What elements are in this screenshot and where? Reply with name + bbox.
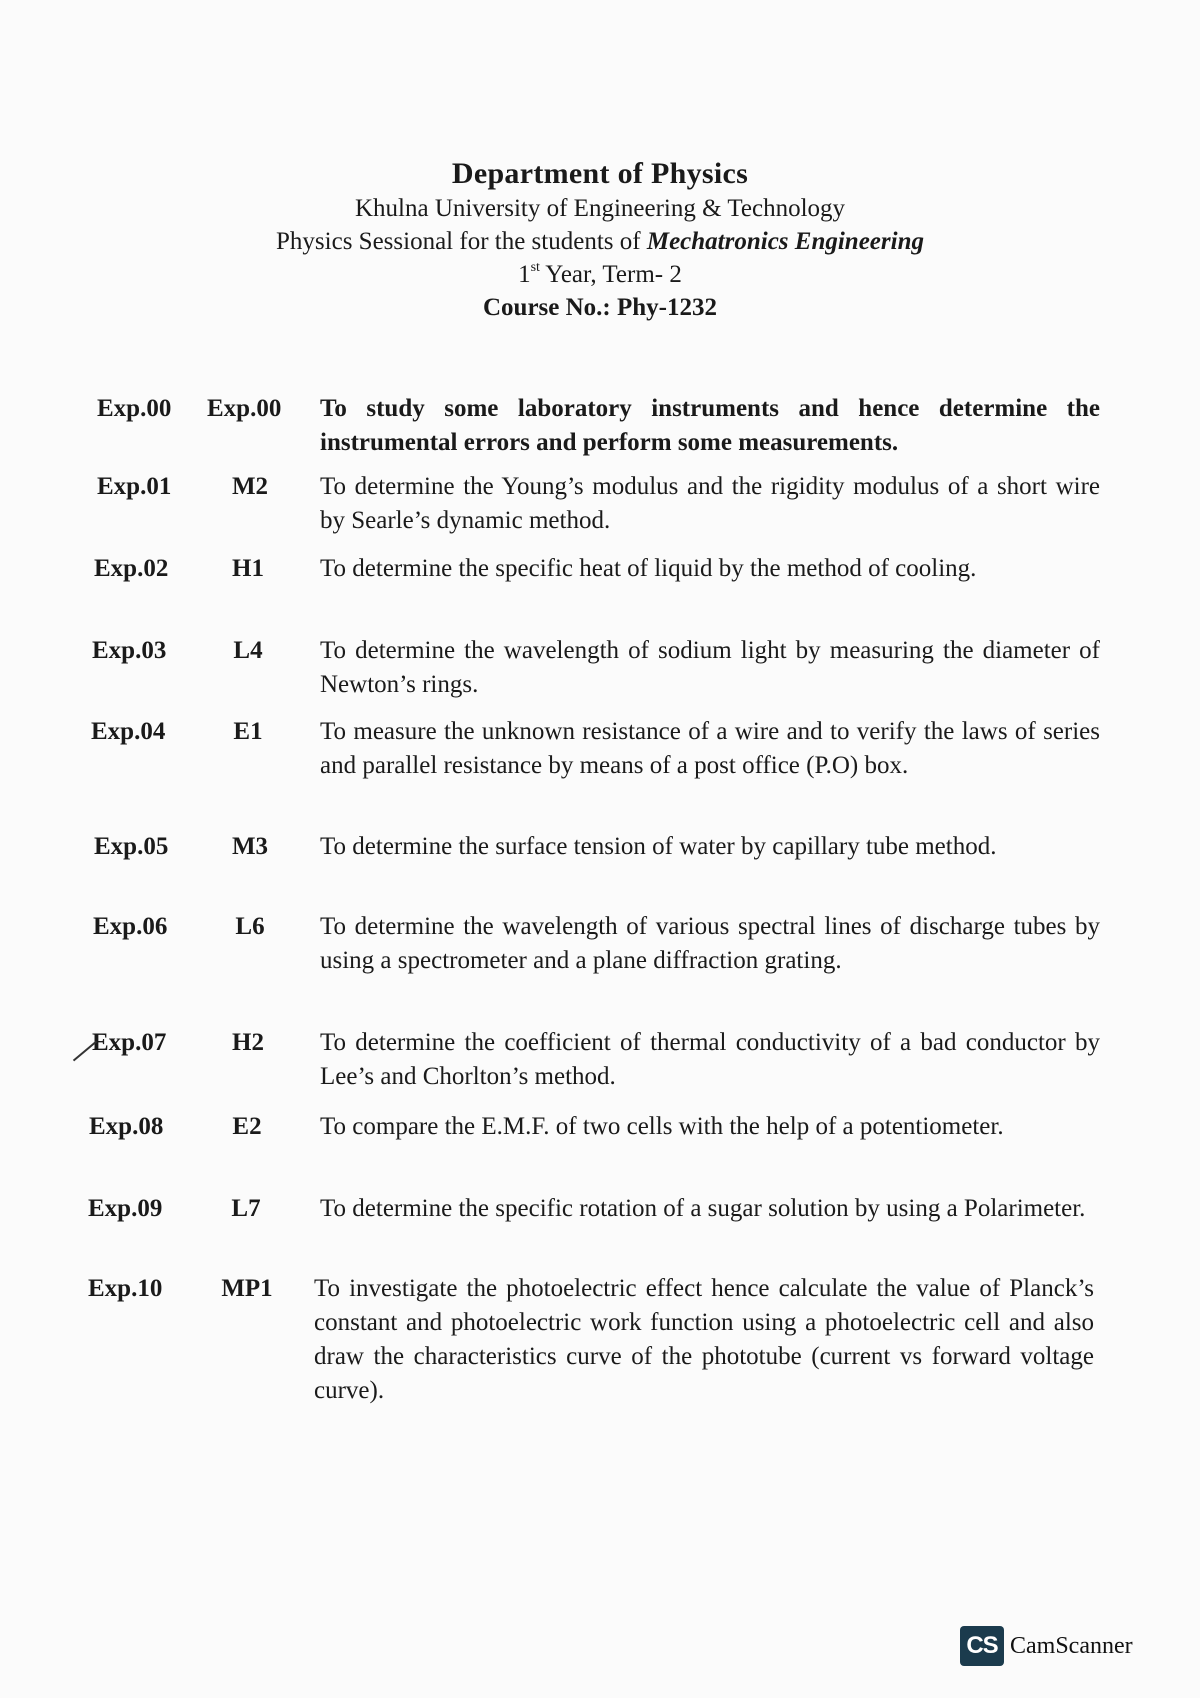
program-name: Mechatronics Engineering — [646, 228, 924, 255]
experiment-code: M2 — [231, 473, 269, 500]
experiment-number: Exp.05 — [94, 833, 169, 860]
department-title: Department of Physics — [451, 157, 749, 190]
experiment-description: To determine the Young’s modulus and the rigidity modulus of a short wire by Searle’s dynamic method. — [320, 473, 1100, 534]
experiment-number: Exp.08 — [89, 1113, 164, 1140]
experiment-description: To determine the coefficient of thermal conductivity of a bad conductor by Lee’s and Chorlton’s method. — [320, 1029, 1100, 1090]
camscanner-label: CamScanner — [1010, 1632, 1133, 1659]
experiment-number: Exp.09 — [88, 1195, 163, 1222]
university-name: Khulna University of Engineering & Technology — [354, 195, 846, 222]
experiment-description: To study some laboratory instruments and hence determine the instrumental errors and perform some measurements. — [320, 395, 1100, 456]
experiment-code: L7 — [231, 1195, 261, 1222]
experiment-code: H1 — [232, 555, 264, 582]
camscanner-watermark — [960, 1626, 1133, 1666]
experiment-description: To measure the unknown resistance of a wire and to verify the laws of series and parallel resistance by means of a post office (P.O) box. — [320, 718, 1100, 779]
camscanner-logo-icon: CS — [960, 1626, 1004, 1666]
year-ordinal: st — [530, 260, 540, 275]
experiment-number: Exp.00 — [97, 395, 172, 422]
experiment-code: Exp.00 — [207, 395, 282, 422]
experiment-number: Exp.04 — [91, 718, 166, 745]
experiment-number: Exp.01 — [97, 473, 172, 500]
experiment-number: Exp.02 — [94, 555, 169, 582]
course-number: Course No.: Phy-1232 — [482, 294, 717, 321]
document-header — [0, 156, 1200, 325]
experiment-code: L4 — [233, 637, 263, 664]
year-number: 1 — [518, 261, 531, 288]
experiment-number: Exp.06 — [93, 913, 168, 940]
year-term — [0, 258, 1200, 291]
experiment-description: To determine the specific heat of liquid by the method of cooling. — [320, 555, 977, 582]
sessional-line — [0, 225, 1200, 258]
experiment-code: M3 — [231, 833, 269, 860]
experiment-description: To compare the E.M.F. of two cells with the help of a potentiometer. — [320, 1113, 1004, 1140]
sessional-prefix: Physics Sessional for the students of — [276, 228, 647, 255]
experiment-code: MP1 — [221, 1275, 273, 1302]
experiment-description: To determine the wavelength of various spectral lines of discharge tubes by using a spectrometer and a plane diffraction grating. — [320, 913, 1100, 974]
experiment-code: E2 — [232, 1113, 262, 1140]
experiment-code: H2 — [232, 1029, 264, 1056]
experiment-number: Exp.10 — [88, 1275, 163, 1302]
experiment-number: Exp.07 — [92, 1029, 167, 1056]
year-term-text: Year, Term- 2 — [539, 261, 682, 288]
experiment-description: To determine the wavelength of sodium light by measuring the diameter of Newton’s rings. — [320, 637, 1100, 698]
experiment-number: Exp.03 — [92, 637, 167, 664]
experiment-code: E1 — [233, 718, 263, 745]
experiment-code: L6 — [235, 913, 265, 940]
experiment-description: To determine the surface tension of water by capillary tube method. — [320, 833, 997, 860]
experiment-description: To investigate the photoelectric effect hence calculate the value of Planck’s constant and photoelectric work function using a photoelectric cell and also draw the characteristics curve of the phototube (current vs forward voltage curve). — [314, 1275, 1094, 1404]
experiment-description: To determine the specific rotation of a sugar solution by using a Polarimeter. — [320, 1195, 1086, 1222]
